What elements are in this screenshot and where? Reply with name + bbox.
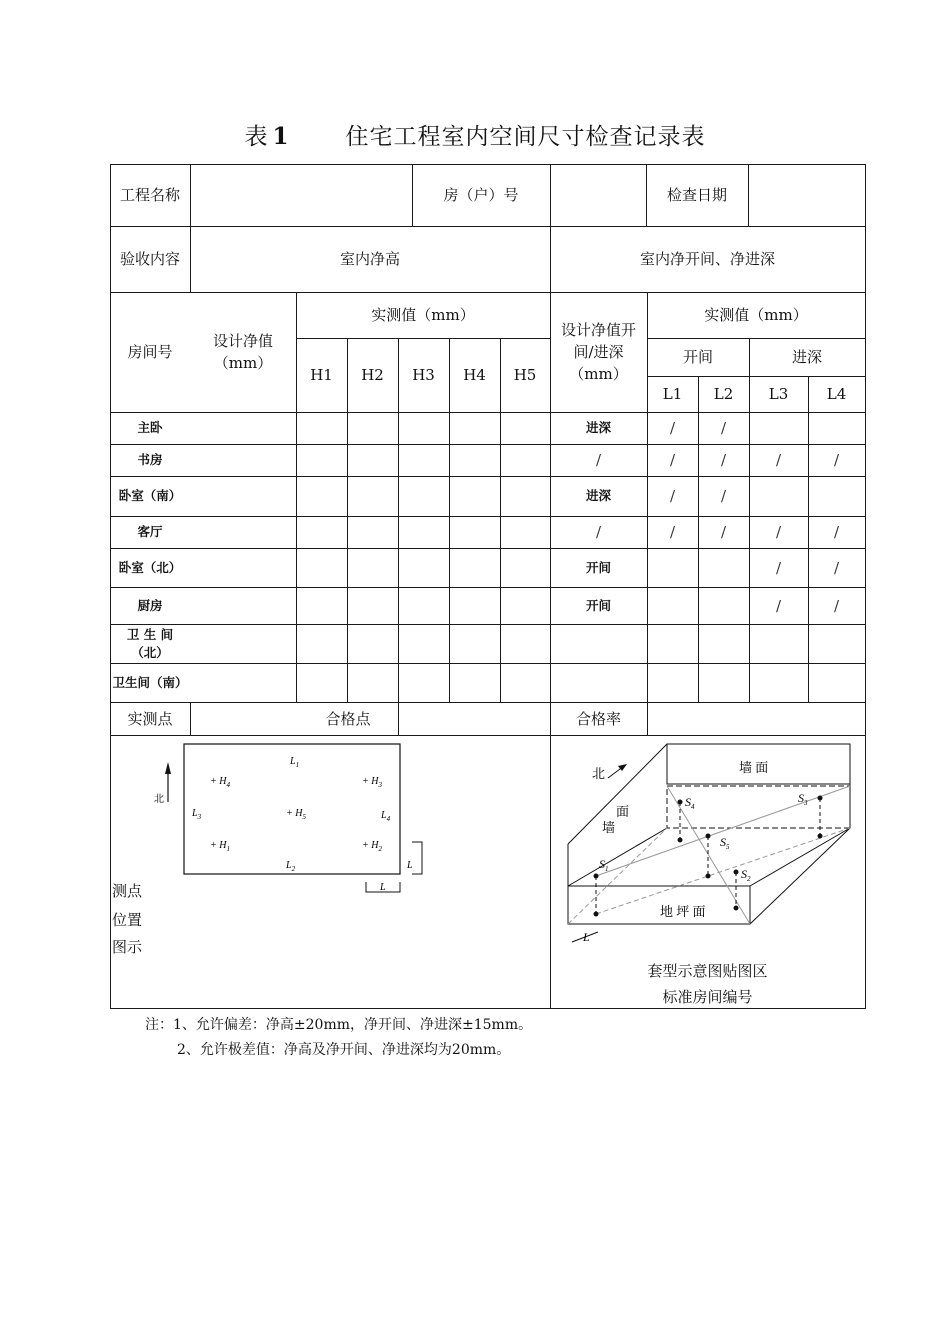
title-text: 住宅工程室内空间尺寸检查记录表 xyxy=(345,124,706,150)
table-rule xyxy=(412,164,413,227)
row-6-l4: / xyxy=(833,596,840,615)
row-7-l3 xyxy=(749,624,808,663)
page-title xyxy=(0,118,950,151)
table-rule xyxy=(190,702,191,736)
row-3-l1: / xyxy=(669,487,676,505)
iso-wall-side-1: 面 xyxy=(616,804,630,819)
row-3-bay-design: 进深 xyxy=(585,488,611,503)
h-col-1: H1 xyxy=(310,366,333,384)
plan-diagram xyxy=(110,736,550,1008)
row-2-bay-design: / xyxy=(595,451,602,469)
table-rule xyxy=(398,702,399,736)
row-1-l4 xyxy=(808,412,865,444)
row-3-l4 xyxy=(808,476,865,516)
row-5-l2 xyxy=(698,548,749,587)
row-6-l2 xyxy=(698,587,749,624)
row-1-l2: / xyxy=(720,419,727,437)
row-1-l3 xyxy=(749,412,808,444)
row-1-l1: / xyxy=(669,419,676,437)
row-2-l4: / xyxy=(833,451,840,469)
l3-label: $L_3$ xyxy=(192,808,202,821)
h-col-4: H4 xyxy=(463,366,486,384)
diagram-label-2: 位置 xyxy=(112,911,143,929)
l-col-3: L3 xyxy=(768,385,789,403)
iso-wall-side-2: 墙 xyxy=(602,820,616,835)
row-6-l3: / xyxy=(775,596,782,615)
row-1-room: 主卧 xyxy=(137,420,163,435)
design-bay-header: 设计净值开间/进深（mm） xyxy=(560,321,636,383)
iso-wall-top: 墙 面 xyxy=(739,760,769,775)
l2-label: $L_2$ xyxy=(286,860,296,873)
s1-label: $S_1$ xyxy=(599,857,609,873)
table-rule xyxy=(865,735,866,1009)
iso-floor: 地 坪 面 xyxy=(660,904,706,919)
pass-points-label: 合格点 xyxy=(325,710,371,728)
h-col-3: H3 xyxy=(412,366,435,384)
table-rule xyxy=(646,164,647,227)
row-3-room: 卧室（南） xyxy=(118,488,182,503)
row-4-l1: / xyxy=(669,523,676,541)
s3-label: $S_3$ xyxy=(798,791,808,807)
row-8-l1 xyxy=(647,663,698,702)
note-1: 注：1、允许偏差：净高±20mm，净开间、净进深±15mm。 xyxy=(145,1017,533,1033)
s5-label: $S_5$ xyxy=(720,835,730,851)
table-rule xyxy=(647,376,866,377)
s2-label: $S_2$ xyxy=(741,867,751,883)
h-col-5: H5 xyxy=(513,366,537,384)
title-prefix: 表 xyxy=(244,124,269,150)
table-rule xyxy=(296,338,551,339)
row-5-l3: / xyxy=(775,558,782,577)
row-2-l3: / xyxy=(775,451,782,469)
h-col-2: H2 xyxy=(361,366,384,384)
bay-section-label: 室内净开间、净进深 xyxy=(639,250,775,268)
row-4-l4: / xyxy=(833,523,840,541)
table-rule xyxy=(110,702,866,703)
row-6-room: 厨房 xyxy=(137,597,163,613)
pass-rate-label: 合格率 xyxy=(575,710,621,728)
row-7-l2 xyxy=(698,624,749,663)
project-name-label: 工程名称 xyxy=(119,186,180,204)
row-2-l2: / xyxy=(720,451,727,469)
iso-l-label: L xyxy=(583,930,590,944)
row-4-room: 客厅 xyxy=(137,524,163,539)
table-rule xyxy=(190,164,191,293)
table-rule xyxy=(748,164,749,227)
row-7-l1 xyxy=(647,624,698,663)
row-7-l4 xyxy=(808,624,865,663)
row-2-room: 书房 xyxy=(137,452,163,467)
h2-label: + $H_2$ xyxy=(362,840,382,853)
l-col-1: L1 xyxy=(662,385,683,403)
l4-label: $L_4$ xyxy=(381,810,391,823)
table-rule xyxy=(110,164,866,165)
room-column-header: 房间号 xyxy=(127,343,173,361)
iso-north: 北 xyxy=(592,766,606,781)
row-4-l2: / xyxy=(720,523,727,541)
bay-header: 开间 xyxy=(682,348,713,366)
s4-label: $S_4$ xyxy=(685,795,695,811)
row-5-l4: / xyxy=(833,558,840,577)
diagram-caption-2: 标准房间编号 xyxy=(662,988,753,1006)
h4-label: + $H_4$ xyxy=(210,776,230,789)
north-arrow-icon xyxy=(165,762,171,774)
table-rule xyxy=(110,292,866,293)
measure-points-label: 实测点 xyxy=(127,710,173,728)
design-height-header: 设计净值（mm） xyxy=(212,332,273,372)
diagram-label-3: 图示 xyxy=(112,938,143,956)
height-section-label: 室内净高 xyxy=(339,250,400,268)
diagram-caption-1: 套型示意图贴图区 xyxy=(647,962,768,980)
row-4-l3: / xyxy=(775,523,782,541)
depth-header: 进深 xyxy=(791,348,822,366)
row-6-l1 xyxy=(647,587,698,624)
check-date-label: 检查日期 xyxy=(666,186,727,204)
l-dim-bottom: L xyxy=(380,882,386,893)
title-number: 1 xyxy=(272,123,290,150)
acceptance-label: 验收内容 xyxy=(119,250,180,268)
l1-label: $L_1$ xyxy=(290,756,300,769)
row-5-room: 卧室（北） xyxy=(118,559,182,575)
row-8-l4 xyxy=(808,663,865,702)
l-col-2: L2 xyxy=(713,385,734,403)
note-2: 2、允许极差值：净高及净开间、净进深均为20mm。 xyxy=(177,1042,511,1058)
h1-label: + $H_1$ xyxy=(210,840,230,853)
row-6-bay-design: 开间 xyxy=(585,597,611,613)
h5-label: + $H_5$ xyxy=(286,808,306,821)
row-4-bay-design: / xyxy=(595,523,602,541)
row-5-l1 xyxy=(647,548,698,587)
row-8-l2 xyxy=(698,663,749,702)
row-8-l3 xyxy=(749,663,808,702)
row-3-l3 xyxy=(749,476,808,516)
row-2-l1: / xyxy=(669,451,676,469)
table-rule xyxy=(110,226,866,227)
table-rule xyxy=(865,164,866,736)
h3-label: + $H_3$ xyxy=(362,776,382,789)
row-1-bay-design: 进深 xyxy=(585,420,611,435)
row-3-l2: / xyxy=(720,487,727,505)
row-8-room: 卫生间（南） xyxy=(112,674,188,690)
room-no-label: 房（户）号 xyxy=(443,186,519,204)
l-col-4: L4 xyxy=(826,385,847,403)
measured-height-header: 实测值（mm） xyxy=(371,306,475,324)
north-label: 北 xyxy=(154,794,164,805)
diagram-label-1: 测点 xyxy=(112,882,143,900)
row-7-room: 卫 生 间（北） xyxy=(126,626,174,660)
table-rule xyxy=(647,338,866,339)
row-7-bay-design xyxy=(552,624,645,663)
row-5-bay-design: 开间 xyxy=(585,559,611,575)
l-dim-right: L xyxy=(407,860,413,871)
row-8-bay-design xyxy=(552,663,645,702)
measured-bay-header: 实测值（mm） xyxy=(704,306,808,324)
